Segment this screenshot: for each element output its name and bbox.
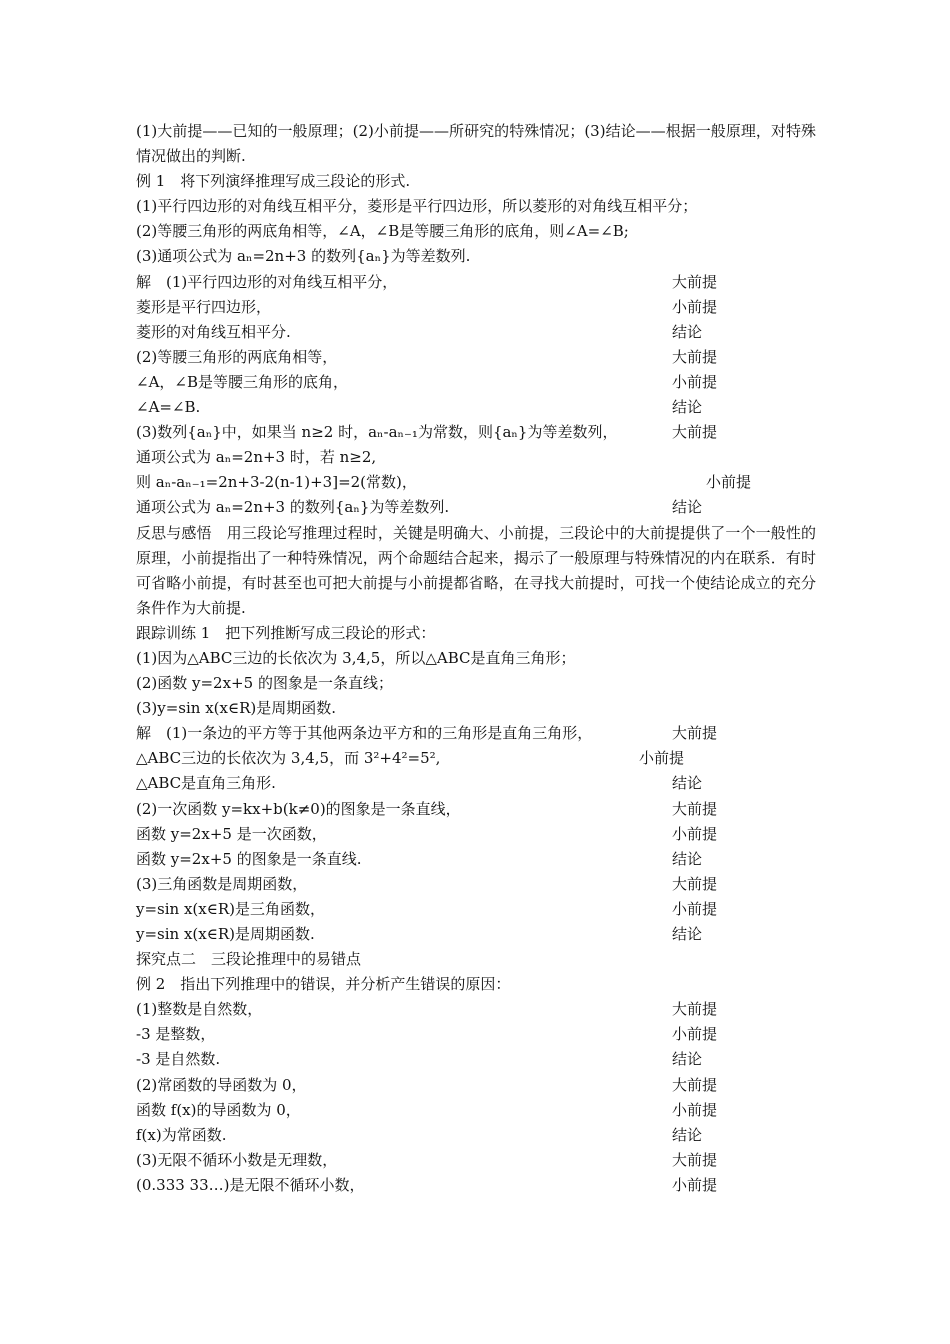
line-text: △ABC是直角三角形. [136,774,276,793]
premise-tag: 大前提 [672,423,718,442]
practice-1-item-2: (2)函数 y=2x+5 的图象是一条直线； [136,674,393,693]
solution-line [136,872,816,897]
reflection-paragraph: 反思与感悟 用三段论写推理过程时，关键是明确大、小前提，三段论中的大前提提供了一个一般性的原理，小前提指出了一种特殊情况，两个命题结合起来，揭示了一般原理与特殊情况的内在联系．有时可省略小前提，有时甚至也可把大前提与小前提都省略，在寻找大前提时，可找一个使结论成立的充分条件作为大前提. [136,523,816,617]
line-text: 则 aₙ-aₙ₋₁=2n+3-2(n-1)+3]=2(常数)， [136,473,417,492]
solution-line [136,370,816,395]
line-text: (3)无限不循环小数是无理数， [136,1150,338,1169]
premise-tag: 小前提 [672,1025,718,1044]
premise-tag: 小前提 [672,1175,718,1194]
example-1-item-2: (2)等腰三角形的两底角相等，∠A，∠B是等腰三角形的底角，则∠A=∠B; [136,222,629,241]
line-text: 通项公式为 aₙ=2n+3 的数列{aₙ}为等差数列. [136,498,450,517]
conclusion-tag: 结论 [672,1125,703,1144]
practice-1-item-3: (3)y=sin x(x∈R)是周期函数. [136,699,337,718]
solution-line [136,746,816,771]
solution-line [136,797,816,822]
line-text: △ABC三边的长依次为 3,4,5，而 3²+4²=5², [136,749,441,768]
premise-tag: 大前提 [672,724,718,743]
solution-line [136,847,816,872]
line-text: (2)一次函数 y=kx+b(k≠0)的图象是一条直线， [136,799,461,818]
premise-tag: 小前提 [672,824,718,843]
line-text: ∠A=∠B. [136,398,201,417]
premise-tag: 大前提 [672,272,718,291]
solution-line [136,771,816,796]
solution-line [136,922,816,947]
conclusion-tag: 结论 [672,322,703,341]
premise-tag: 小前提 [706,473,752,492]
premise-tag: 大前提 [672,1075,718,1094]
line-text: (2)等腰三角形的两底角相等， [136,347,338,366]
solution-line [136,721,816,746]
line-text: 函数 y=2x+5 的图象是一条直线. [136,849,362,868]
example-1-item-3: (3)通项公式为 aₙ=2n+3 的数列{aₙ}为等差数列. [136,247,471,266]
line-text: 解 (1)平行四边形的对角线互相平分， [136,272,398,291]
example-2-title: 例 2 指出下列推理中的错误，并分析产生错误的原因： [136,975,511,994]
line-text: (3)三角函数是周期函数， [136,874,308,893]
solution-line [136,495,816,520]
line-text: (0.333 33…)是无限不循环小数， [136,1175,365,1194]
line-text: -3 是整数， [136,1025,216,1044]
solution-line [136,997,816,1022]
line-text: y=sin x(x∈R)是三角函数， [136,899,325,918]
practice-1-item-1: (1)因为△ABC三边的长依次为 3,4,5，所以△ABC是直角三角形； [136,648,576,667]
solution-line [136,1148,816,1173]
example-1-item-1: (1)平行四边形的对角线互相平分，菱形是平行四边形，所以菱形的对角线互相平分； [136,197,698,216]
line-text: 菱形的对角线互相平分. [136,322,291,341]
solution-line [136,295,816,320]
premise-tag: 大前提 [672,347,718,366]
solution-line [136,1173,816,1198]
line-text: 函数 f(x)的导函数为 0， [136,1100,301,1119]
conclusion-tag: 结论 [672,925,703,944]
section-heading: 探究点二 三段论推理中的易错点 [136,950,362,969]
line-text: -3 是自然数. [136,1050,221,1069]
solution-line [136,470,816,495]
line-text: y=sin x(x∈R)是周期函数. [136,925,315,944]
premise-tag: 小前提 [672,1100,718,1119]
conclusion-tag: 结论 [672,849,703,868]
solution-line [136,1047,816,1072]
premise-tag: 大前提 [672,874,718,893]
line-text: 解 (1)一条边的平方等于其他两条边平方和的三角形是直角三角形， [136,724,593,743]
premise-tag: 小前提 [639,749,685,768]
line-text: (3)数列{aₙ}中，如果当 n≥2 时，aₙ-aₙ₋₁为常数，则{aₙ}为等差数列， [136,423,618,442]
document-page [136,119,816,1198]
solution-line [136,1073,816,1098]
solution-line [136,270,816,295]
conclusion-tag: 结论 [672,398,703,417]
solution-line [136,420,816,445]
line-text: 函数 y=2x+5 是一次函数， [136,824,327,843]
premise-tag: 小前提 [672,899,718,918]
conclusion-tag: 结论 [672,774,703,793]
solution-line: 通项公式为 aₙ=2n+3 时，若 n≥2, [136,448,377,467]
solution-line [136,1123,816,1148]
syllogism-definition: (1)大前提——已知的一般原理；(2)小前提——所研究的特殊情况；(3)结论——根据一般原理，对特殊情况做出的判断. [136,122,816,166]
line-text: (2)常函数的导函数为 0， [136,1075,307,1094]
premise-tag: 大前提 [672,799,718,818]
solution-line [136,345,816,370]
solution-line [136,822,816,847]
premise-tag: 小前提 [672,372,718,391]
line-text: (1)整数是自然数， [136,1000,263,1019]
solution-line [136,320,816,345]
premise-tag: 大前提 [672,1000,718,1019]
conclusion-tag: 结论 [672,1050,703,1069]
line-text: ∠A，∠B是等腰三角形的底角， [136,372,348,391]
solution-line [136,1098,816,1123]
premise-tag: 小前提 [672,297,718,316]
premise-tag: 大前提 [672,1150,718,1169]
solution-line [136,395,816,420]
conclusion-tag: 结论 [672,498,703,517]
example-1-title: 例 1 将下列演绎推理写成三段论的形式. [136,172,411,191]
line-text: f(x)为常函数. [136,1125,227,1144]
solution-line [136,897,816,922]
practice-1-title: 跟踪训练 1 把下列推断写成三段论的形式： [136,623,436,642]
line-text: 菱形是平行四边形， [136,297,272,316]
solution-line [136,1022,816,1047]
